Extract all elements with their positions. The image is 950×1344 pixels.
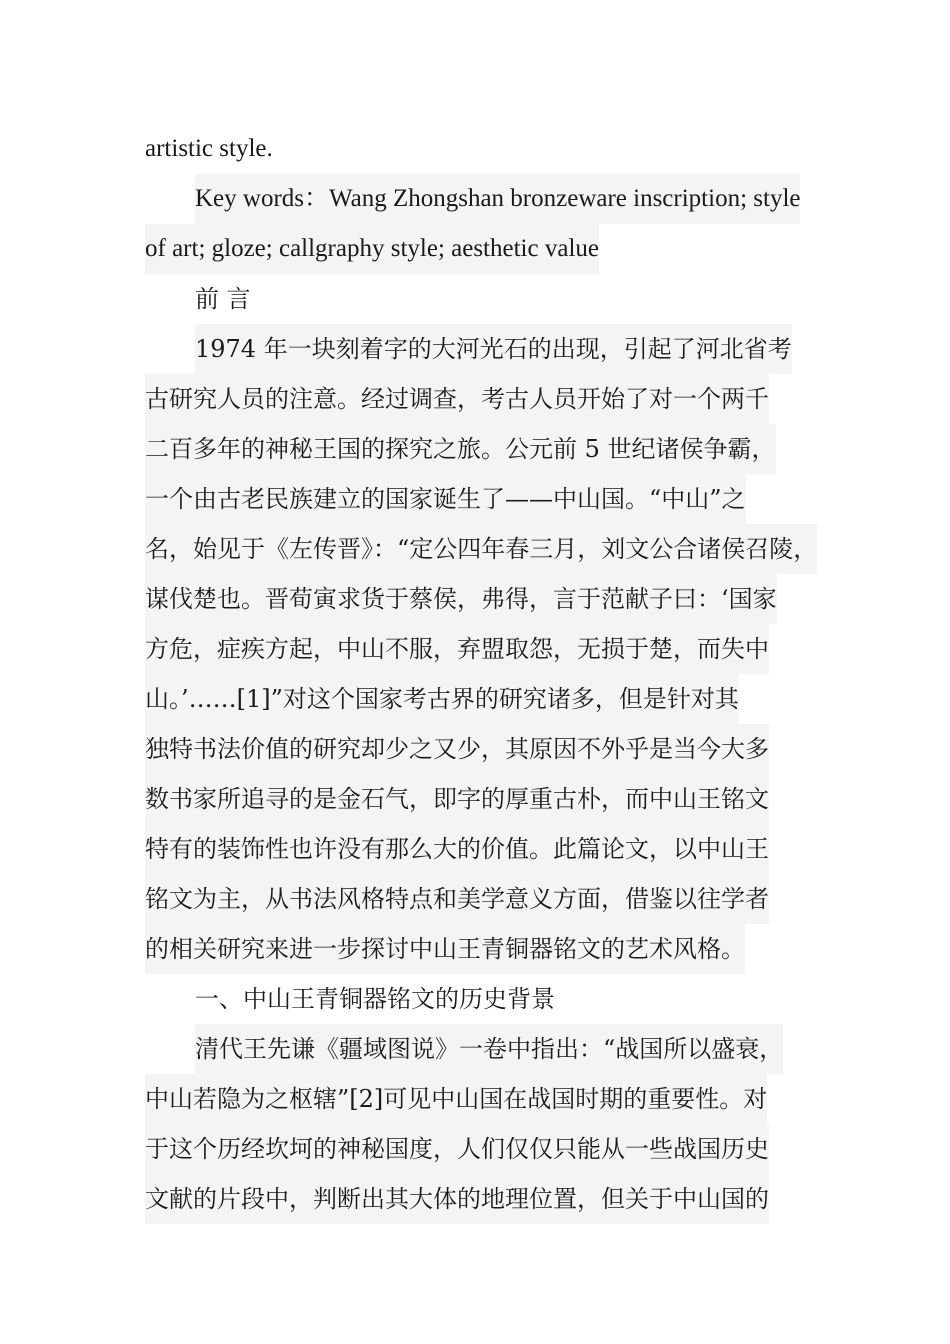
paragraph-line: 特有的装饰性也许没有那么大的价值。此篇论文，以中山王 [145,824,769,874]
paragraph-line: 名，始见于《左传晋》：“定公四年春三月，刘文公合诸侯召陵， [145,524,817,574]
paragraph-line: 独特书法价值的研究却少之又少，其原因不外乎是当今大多 [145,724,769,774]
section-heading-history: 一、中山王青铜器铭文的历史背景 [195,985,555,1013]
section-heading-preface: 前 言 [195,285,251,313]
paragraph-line: 文献的片段中，判断出其大体的地理位置，但关于中山国的 [145,1174,769,1224]
abstract-tail-line: artistic style. [145,135,273,162]
paragraph-line: 一个由古老民族建立的国家诞生了——中山国。“中山”之 [145,474,746,524]
paragraph-line: 二百多年的神秘王国的探究之旅。公元前 5 世纪诸侯争霸， [145,424,776,474]
paragraph-line: 中山若隐为之枢辖”[2]可见中山国在战国时期的重要性。对 [145,1074,767,1124]
paragraph-line: 铭文为主，从书法风格特点和美学意义方面，借鉴以往学者 [145,874,769,924]
paragraph-line: 清代王先谦《疆域图说》一卷中指出：“战国所以盛衰， [195,1024,783,1074]
paragraph-line: 于这个历经坎坷的神秘国度，人们仅仅只能从一些战国历史 [145,1124,769,1174]
paragraph-line: 方危，症疾方起，中山不服，弃盟取怨，无损于楚，而失中 [145,624,769,674]
paragraph-line: 古研究人员的注意。经过调查，考古人员开始了对一个两千 [145,374,769,424]
keywords-line-1: Key words：Wang Zhongshan bronzeware inscription; style [195,174,800,224]
paragraph-line: 数书家所追寻的是金石气，即字的厚重古朴，而中山王铭文 [145,774,769,824]
keywords-line-2: of art; gloze; callgraphy style; aesthetic value [145,224,599,274]
paragraph-line: 1974 年一块刻着字的大河光石的出现，引起了河北省考 [195,324,792,374]
paragraph-line: 山。’……[1]”对这个国家考古界的研究诸多，但是针对其 [145,674,739,724]
paragraph-line: 的相关研究来进一步探讨中山王青铜器铭文的艺术风格。 [145,924,745,974]
paragraph-line: 谋伐楚也。晋荀寅求货于蔡侯，弗得，言于范献子曰：‘国家 [145,574,777,624]
